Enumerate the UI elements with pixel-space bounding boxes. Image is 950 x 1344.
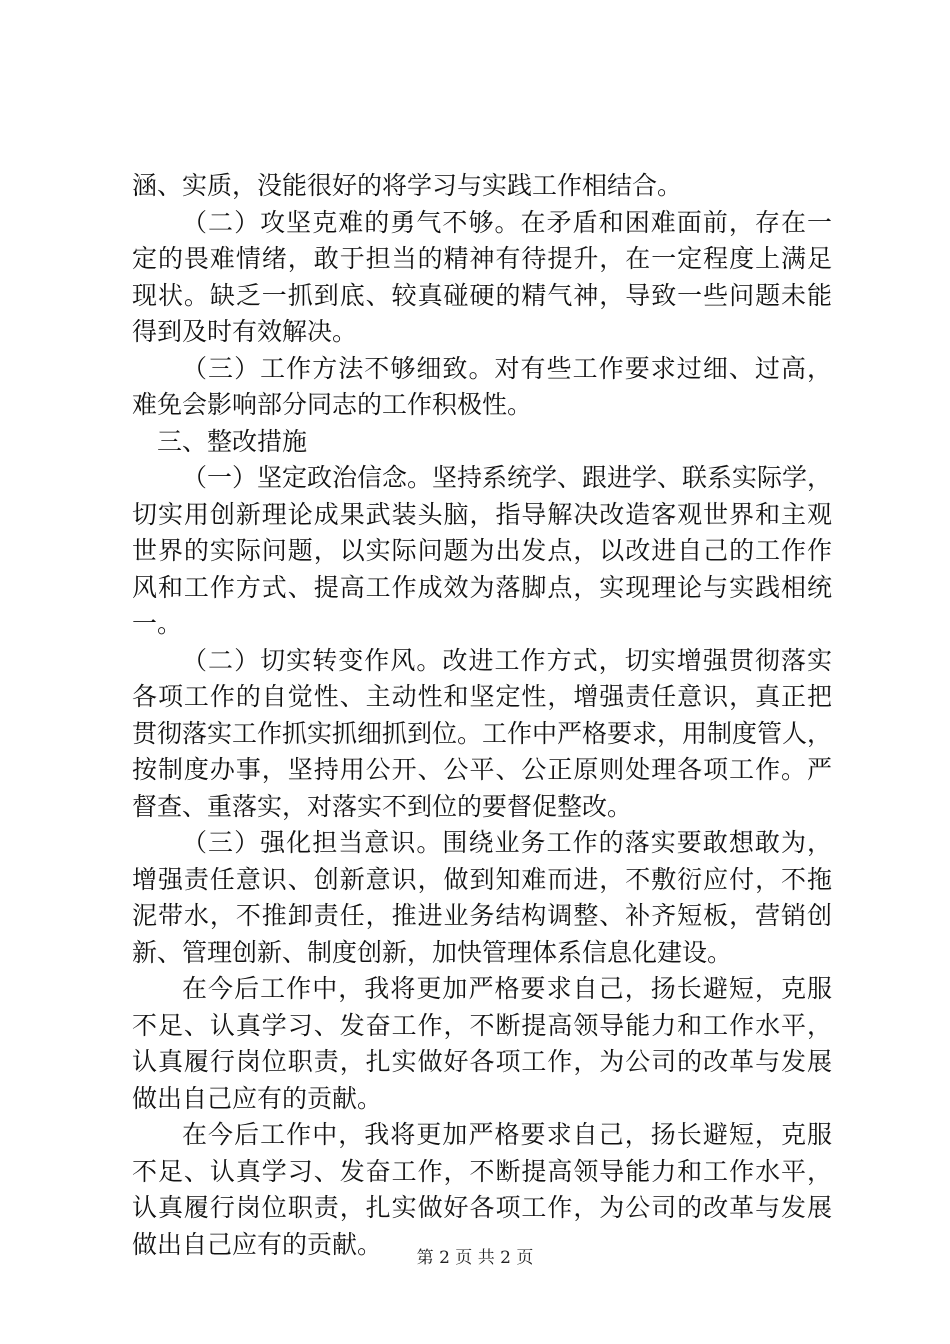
text-line: 做出自己应有的贡献。 xyxy=(132,1229,383,1259)
text-line: 不足、认真学习、发奋工作，不断提高领导能力和工作水平， xyxy=(132,1010,832,1040)
text-line: 认真履行岗位职责，扎实做好各项工作，为公司的改革与发展 xyxy=(132,1047,832,1076)
text-line: 涵、实质，没能很好的将学习与实践工作相结合。 xyxy=(132,171,683,200)
text-line: 定的畏难情绪，敢于担当的精神有待提升，在一定程度上满足 xyxy=(132,244,832,273)
text-line: 新、管理创新、制度创新，加快管理体系信息化建设。 xyxy=(132,937,733,967)
text-line: （二）切实转变作风。改进工作方式，切实增强贯彻落实 xyxy=(182,645,832,675)
text-line: （三）工作方法不够细致。对有些工作要求过细、过高， xyxy=(182,353,832,383)
text-line: 切实用创新理论成果武装头脑，指导解决改造客观世界和主观 xyxy=(132,499,832,529)
text-line: （二）攻坚克难的勇气不够。在矛盾和困难面前，存在一 xyxy=(182,207,832,237)
text-line: 在今后工作中，我将更加严格要求自己，扬长避短，克服 xyxy=(182,1120,832,1149)
text-line: （一）坚定政治信念。坚持系统学、跟进学、联系实际学， xyxy=(182,463,833,492)
text-line: 各项工作的自觉性、主动性和坚定性，增强责任意识，真正把 xyxy=(132,682,832,711)
text-line: 世界的实际问题，以实际问题为出发点，以改进自己的工作作 xyxy=(132,536,832,565)
text-line: 认真履行岗位职责，扎实做好各项工作，为公司的改革与发展 xyxy=(132,1193,832,1222)
text-line: 督查、重落实，对落实不到位的要督促整改。 xyxy=(132,791,633,821)
text-line: 一。 xyxy=(132,609,183,638)
text-line: （三）强化担当意识。围绕业务工作的落实要敢想敢为， xyxy=(182,828,832,857)
page-footer xyxy=(0,1243,950,1268)
text-line: 风和工作方式、提高工作成效为落脚点，实现理论与实践相统 xyxy=(132,572,832,602)
text-line: 在今后工作中，我将更加严格要求自己，扬长避短，克服 xyxy=(182,974,832,1003)
text-line: 贯彻落实工作抓实抓细抓到位。工作中严格要求，用制度管人， xyxy=(132,718,833,748)
text-line: 按制度办事，坚持用公开、公平、公正原则处理各项工作。严 xyxy=(132,755,832,784)
text-line: 现状。缺乏一抓到底、较真碰硬的精气神，导致一些问题未能 xyxy=(132,280,832,310)
text-line: 难免会影响部分同志的工作积极性。 xyxy=(132,390,533,419)
text-line: 得到及时有效解决。 xyxy=(132,317,358,346)
document-body xyxy=(132,168,832,1263)
text-line: 增强责任意识、创新意识，做到知难而进，不敷衍应付，不拖 xyxy=(132,864,832,894)
text-line: 三、整改措施 xyxy=(157,426,308,456)
text-line: 泥带水，不推卸责任，推进业务结构调整、补齐短板，营销创 xyxy=(132,901,832,930)
text-line: 做出自己应有的贡献。 xyxy=(132,1083,383,1113)
text-line: 不足、认真学习、发奋工作，不断提高领导能力和工作水平， xyxy=(132,1156,832,1186)
page-number-label: 第 2 页 共 2 页 xyxy=(416,1248,534,1268)
